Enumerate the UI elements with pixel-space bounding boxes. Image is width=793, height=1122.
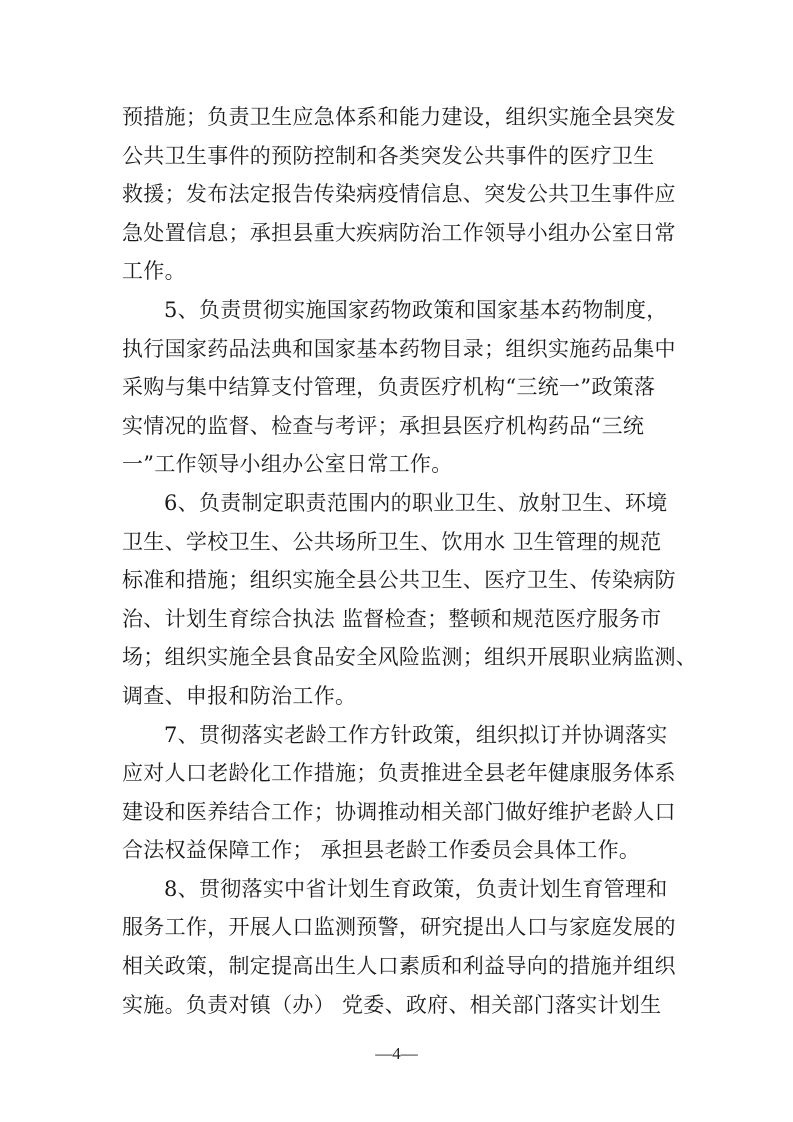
text-line: 8、贯彻落实中省计划生育政策，负责计划生育管理和 [164, 876, 668, 901]
text-line: 合法权益保障工作； 承担县老龄工作委员会具体工作。 [122, 838, 641, 863]
page-number: —4— [375, 1044, 418, 1063]
text-line: 6、负责制定职责范围内的职业卫生、放射卫生、环境 [164, 490, 668, 515]
text-line: 5、负责贯彻实施国家药物政策和国家基本药物制度， [164, 297, 668, 322]
text-line: 标准和措施；组织实施全县公共卫生、医疗卫生、传染病防 [122, 568, 676, 593]
text-line: 应对人口老龄化工作措施；负责推进全县老年健康服务体系 [122, 761, 676, 786]
text-line: 采购与集中结算支付管理，负责医疗机构“三统一”政策落 [122, 375, 656, 400]
text-line: 服务工作，开展人口监测预警，研究提出人口与家庭发展的 [122, 915, 676, 940]
text-line: 急处置信息；承担县重大疾病防治工作领导小组办公室日常 [122, 220, 676, 245]
paragraph [122, 716, 682, 870]
text-line: 救援；发布法定报告传染病疫情信息、突发公共卫生事件应 [122, 182, 676, 207]
text-line: 治、计划生育综合执法 监督检查；整顿和规范医疗服务市 [122, 606, 662, 631]
text-line: 实情况的监督、检查与考评；承担县医疗机构药品“三统 [122, 413, 645, 438]
text-line: 一”工作领导小组办公室日常工作。 [122, 452, 453, 477]
text-line: 公共卫生事件的预防控制和各类突发公共事件的医疗卫生 [122, 143, 655, 168]
paragraph [122, 870, 682, 1024]
paragraph [122, 291, 682, 484]
text-line: 相关政策，制定提高出生人口素质和利益导向的措施并组织 [122, 954, 676, 979]
text-line: 场；组织实施全县食品安全风险监测；组织开展职业病监测、 [122, 645, 698, 670]
text-line: 工作。 [122, 259, 186, 284]
text-line: 实施。负责对镇（办） 党委、政府、相关部门落实计划生 [122, 992, 662, 1017]
document-body [122, 98, 698, 1024]
paragraph [122, 98, 682, 291]
text-line: 卫生、学校卫生、公共场所卫生、饮用水 卫生管理的规范 [122, 529, 662, 554]
text-line: 建设和医养结合工作；协调推动相关部门做好维护老龄人口 [122, 799, 676, 824]
text-line: 执行国家药品法典和国家基本药物目录；组织实施药品集中 [122, 336, 676, 361]
text-line: 调查、申报和防治工作。 [122, 683, 357, 708]
paragraph [122, 484, 698, 716]
text-line: 预措施；负责卫生应急体系和能力建设，组织实施全县突发 [122, 105, 676, 129]
text-line: 7、贯彻落实老龄工作方针政策，组织拟订并协调落实 [164, 722, 668, 747]
